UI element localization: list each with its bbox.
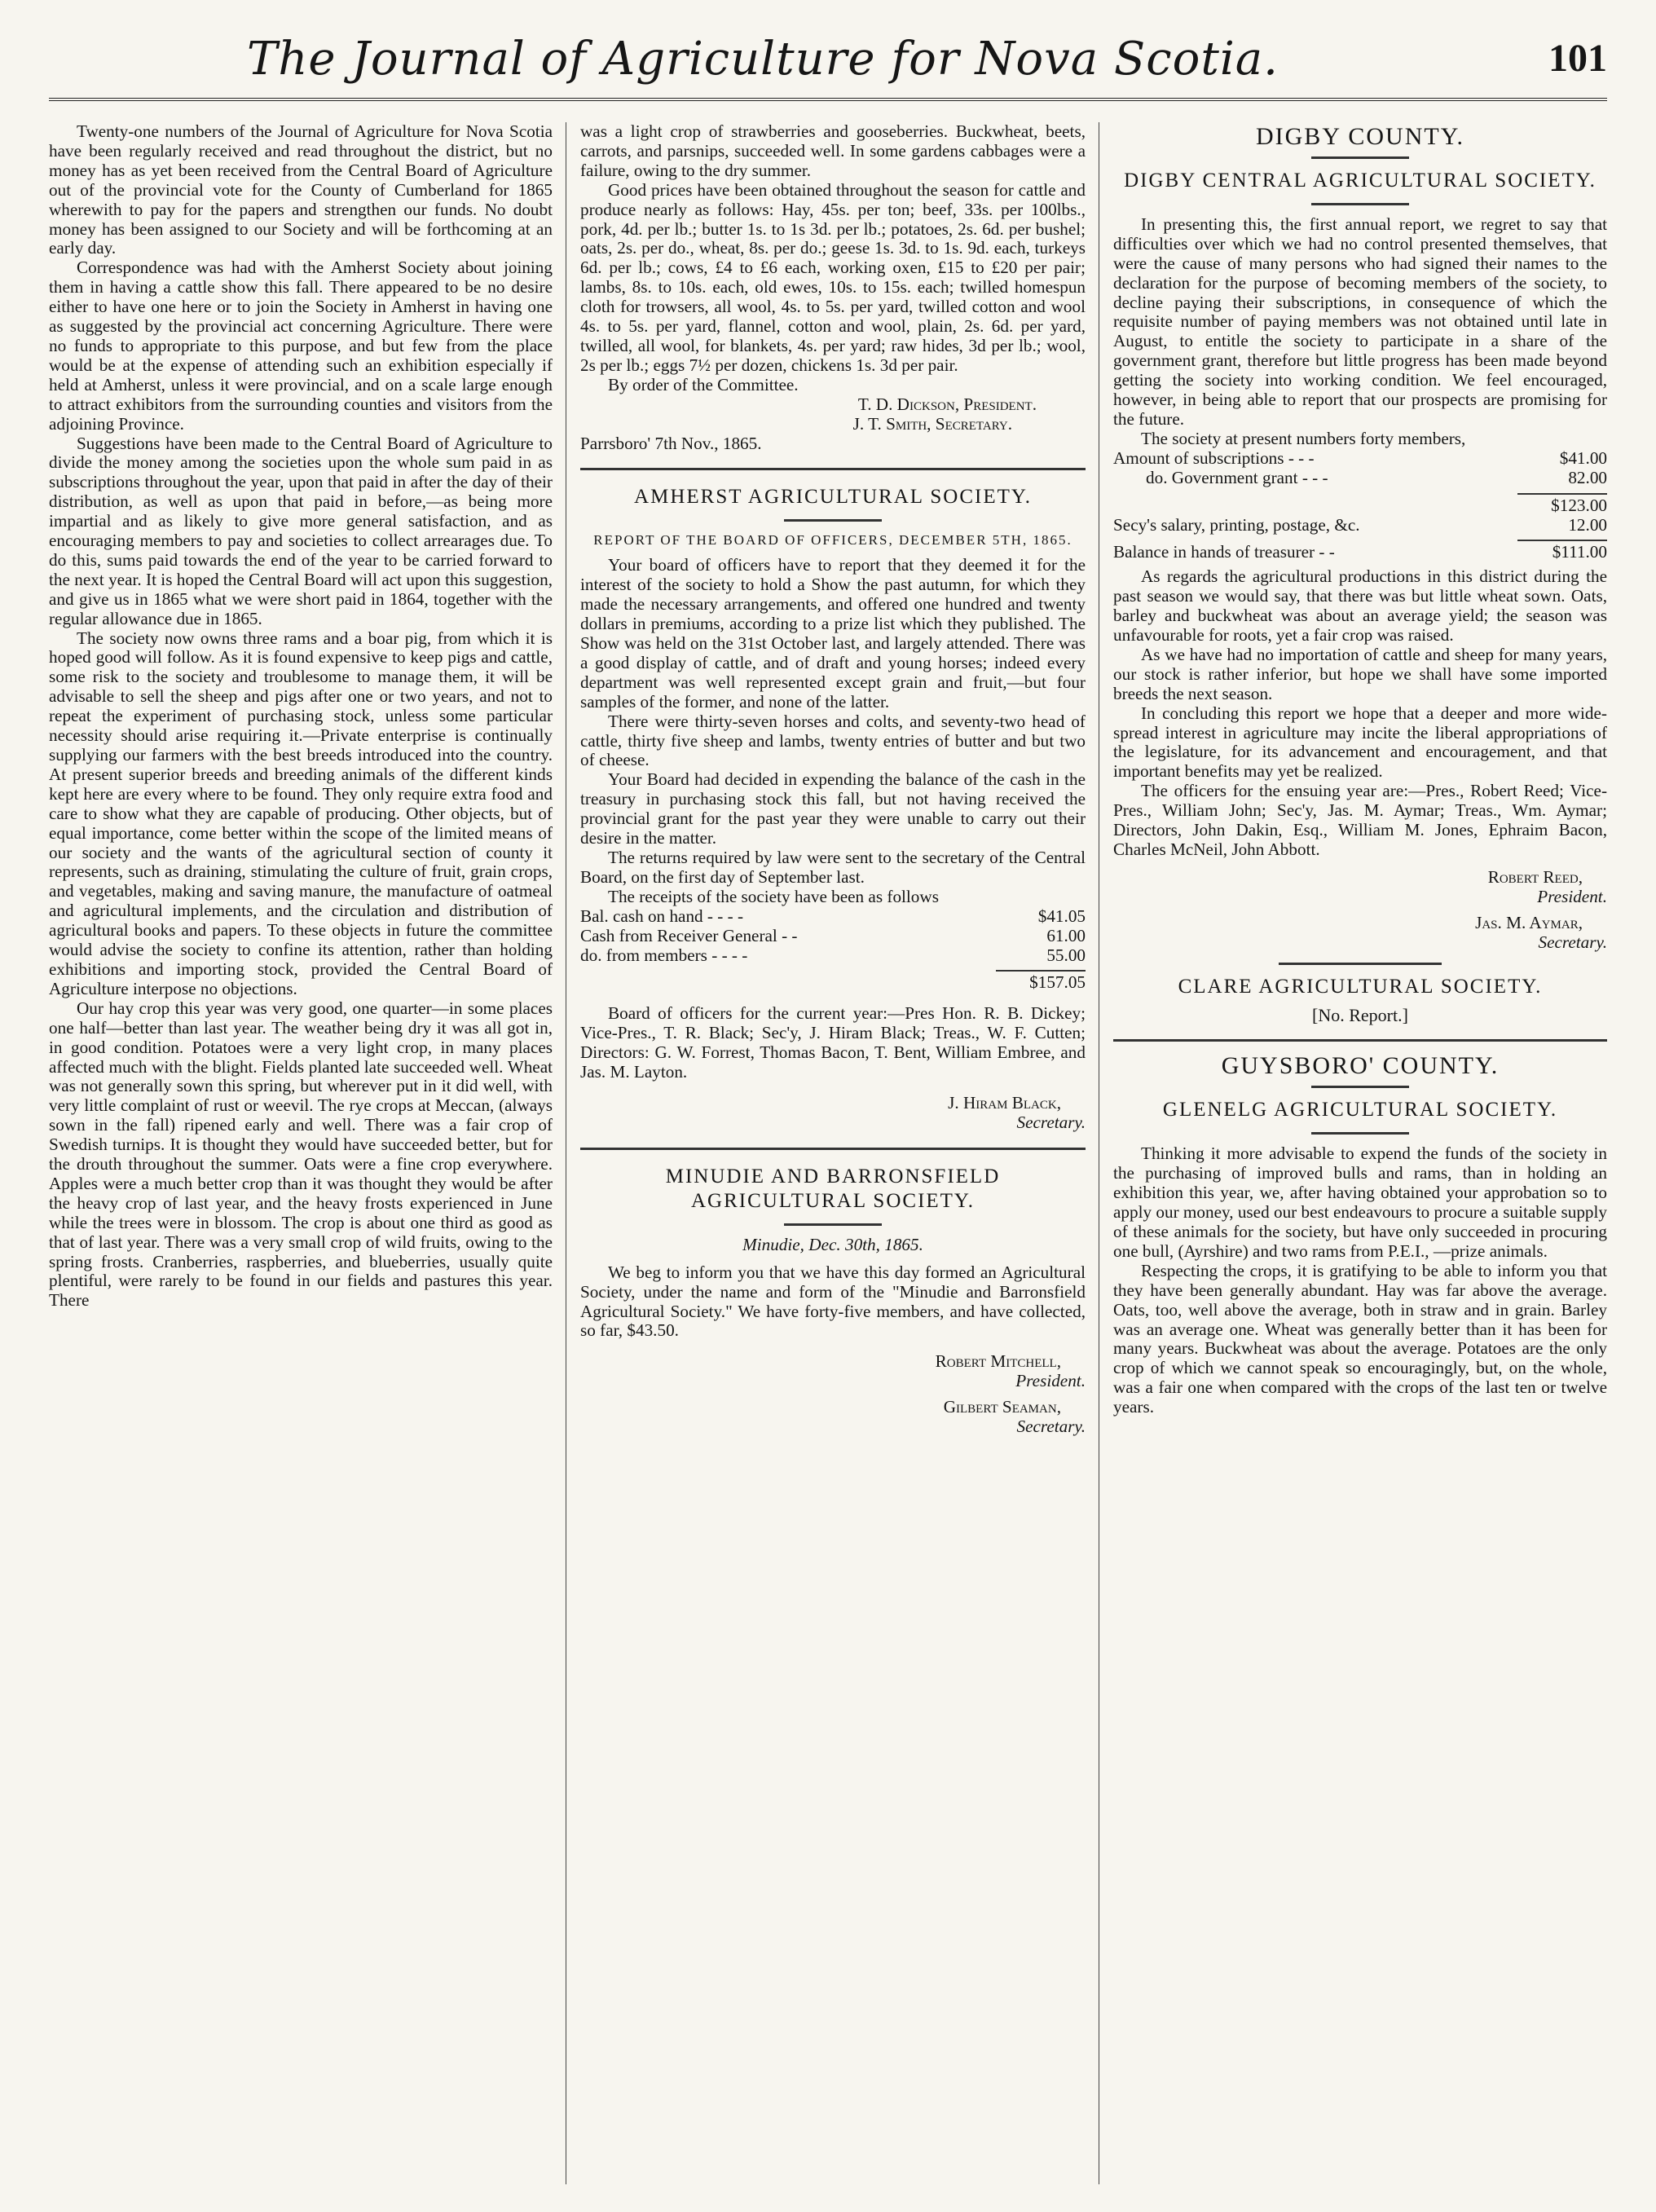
masthead — [49, 23, 1607, 101]
account-label: Balance in hands of treasurer - - — [1113, 542, 1335, 562]
section-rule — [580, 468, 1086, 470]
account-amount: 55.00 — [1046, 945, 1086, 965]
paragraph: Respecting the crops, it is gratifying to be able to inform you that they have been generally abundant. Hay was far above the average. Oats, too, well above the average, both in straw and in grain. Barley was an average one. Wheat was generally better than it has been for many years. Buckwheat was about the average. Potatoes are the only crop of which we cannot speak so encouragingly, but, on the whole, was a fair one when compared with the crops of the last ten or twelve years. — [1113, 1260, 1607, 1417]
paragraph: Twenty-one numbers of the Journal of Agriculture for Nova Scotia have been regularly received and read throughout the district, but no money has as yet been received from the Central Board of Agriculture out of the provincial vote for the County of Cumberland for 1865 wherewith to pay for the papers and strengthen our funds. No doubt money has been assigned to our Society and will be forthcoming at an early day. — [49, 122, 553, 258]
signature-role: President. — [1537, 886, 1607, 906]
minudie-heading: MINUDIE AND BARRONSFIELD AGRICULTURAL SOCIETY. — [665, 1165, 1001, 1212]
short-rule — [1311, 156, 1409, 159]
signature-secretary: J. T. Smith, Secretary. — [852, 413, 1012, 434]
account-label: Bal. cash on hand - - - - — [580, 906, 744, 926]
minudie-dateline: Minudie, Dec. 30th, 1865. — [742, 1234, 923, 1254]
paragraph: Correspondence was had with the Amherst Society about joining them in having a cattle show this fall. There appeared to be no desire either to have one here or to join the Society in Amherst in having one as suggested by the provincial act concerning Agriculture. There were no funds to appropriate to this purpose, and but few from the place would be at the expense of attending such an exhibition especially if held at Amherst, unless it were provincial, and on a scale large enough to attract exhibitors from the surrounding counties and visitors from the adjoining Province. — [49, 258, 553, 434]
county-heading: GUYSBORO' COUNTY. — [1221, 1052, 1500, 1080]
glenelg-heading: GLENELG AGRICULTURAL SOCIETY. — [1162, 1099, 1558, 1121]
paragraph: The society now owns three rams and a boar pig, from which it is hoped good will follow. As it is found expensive to keep pigs and cattle, some risk to the society and troublesome to manage them, it will be advisable to sell the sheep and pigs after one or two years, and not to repeat the experiment of purchasing stock, unless some particular necessity should arise requiring it.—Private enterprise is continually supplying our farmers with the best breeds introduced into the country. At present superior breeds and breeding animals of the different kinds kept here are every where to be found. They only require extra food and care to show what they are capable of producing. Other objects, but of equal importance, come better within the scope of the limited means of our society and the wants of the agricultural section of county it represents, such as draining, stimulating the culture of fruit, grain crops, and vegetables, making and saving manure, the manufacture of oatmeal and agricultural implements, and the circulation and distribution of agricultural books and papers. To these objects in future the committee would advise the society to confine its attention, rather than holding exhibitions and importing stock, provided the Central Board of Agriculture interpose no objections. — [49, 628, 553, 998]
account-amount: 61.00 — [1046, 925, 1086, 945]
account-total: $157.05 — [1029, 972, 1086, 993]
section-rule — [1113, 1039, 1607, 1042]
paragraph: As regards the agricultural productions in this district during the past season we would say, that there was but little wheat sown. Oats, barley and buckwheat was about an average yield; the season was unfavourable for roots, yet a fair crop was raised. — [1113, 566, 1607, 646]
account-subtotal: $123.00 — [1551, 495, 1607, 515]
account-amount: 82.00 — [1568, 467, 1607, 487]
signature-name: Robert Reed, — [1487, 866, 1583, 887]
account-row — [580, 946, 1086, 966]
account-balance-row — [1113, 543, 1607, 562]
page-number: 101 — [1548, 37, 1607, 80]
signature-name: J. Hiram Black, — [948, 1092, 1061, 1113]
paragraph: We beg to inform you that we have this day formed an Agricultural Society, under the name and form of the "Minudie and Barronsfield Agricultural Society." We have forty-five members, and have collected, so far, $43.50. — [580, 1262, 1086, 1341]
account-amount: 12.00 — [1568, 514, 1607, 535]
account-row — [580, 907, 1086, 927]
total-rule — [996, 970, 1086, 972]
officers-paragraph: Board of officers for the current year:—Pres Hon. R. B. Dickey; Vice-Pres., T. R. Black; Sec'y, J. Hiram Black; Treas., W. F. Cutten; Directors: G. W. Forrest, Thomas Bacon, T. Bent, William Embree, and Jas. M. Layton. — [580, 1003, 1086, 1082]
account-label: do. from members - - - - — [580, 945, 748, 965]
paragraph: Suggestions have been made to the Central Board of Agriculture to divide the money among the societies upon the whole sum paid in as subscriptions throughout the year, upon that paid in after the day of their distribution, as well as upon that paid in before,—as being more impartial and as likely to give more general satisfaction, and as encouraging members to pay and societies to collect arrearages due. To do this, sums paid towards the end of the year to be carried forward to the next year. It is hoped the Central Board will act upon this suggestion, and give us in 1865 what we were short paid in 1864, together with the regular allowance due in 1865. — [49, 433, 553, 628]
journal-title: The Journal of Agriculture for Nova Scotia. — [247, 33, 1279, 86]
short-rule — [784, 1223, 882, 1226]
account-label: do. Government grant - - - — [1146, 467, 1328, 487]
clare-note: [No. Report.] — [1312, 1004, 1408, 1025]
account-label: Amount of subscriptions - - - — [1113, 447, 1315, 468]
column-2 — [580, 122, 1086, 2184]
paragraph: Your Board had decided in expending the balance of the cash in the treasury in purchasing stock this fall, but not having received the provincial grant for the past year they were unable to carry out their desire in the matter. — [580, 769, 1086, 848]
paragraph: The society at present numbers forty members, — [1141, 428, 1466, 448]
signature-president: T. D. Dickson, President. — [857, 394, 1037, 414]
account-label: Secy's salary, printing, postage, &c. — [1113, 514, 1360, 535]
paragraph: As we have had no importation of cattle and sheep for many years, our stock is rather inferior, but hope we shall have some imported breeds the next season. — [1113, 644, 1607, 703]
signature-role: Secretary. — [1016, 1417, 1086, 1437]
account-row — [1113, 469, 1607, 488]
clare-heading: CLARE AGRICULTURAL SOCIETY. — [1178, 975, 1543, 998]
account-label: Cash from Receiver General - - — [580, 925, 798, 945]
signature-role: Secretary. — [1016, 1112, 1086, 1132]
by-order-line: By order of the Committee. — [608, 374, 799, 394]
signature-name: Gilbert Seaman, — [943, 1397, 1061, 1417]
paragraph: was a light crop of strawberries and gooseberries. Buckwheat, beets, carrots, and parsnips, succeeded well. In some gardens cabbages were a failure, owing to the dry summer. — [580, 122, 1086, 180]
account-amount: $41.00 — [1559, 447, 1607, 468]
paragraph: There were thirty-seven horses and colts, and seventy-two head of cattle, thirty five sheep and lambs, twenty entries of butter and but two of cheese. — [580, 711, 1086, 770]
paragraph: Your board of officers have to report that they deemed it for the interest of the society to hold a Show the past autumn, for which they made the necessary arrangements, and offered one hundred and twenty dollars in premiums, according to a prize list which they published. The Show was held on the 31st October last, and largely attended. There was a good display of cattle, and of draft and young horses; indeed every department was well represented except grain and fruit,—but four samples of the former, and none of the latter. — [580, 555, 1086, 712]
digby-heading: DIGBY CENTRAL AGRICULTURAL SOCIETY. — [1124, 169, 1597, 192]
account-row — [580, 927, 1086, 946]
short-rule — [1311, 1132, 1409, 1135]
signature-role: Secretary. — [1538, 932, 1607, 952]
amherst-heading: AMHERST AGRICULTURAL SOCIETY. — [634, 486, 1032, 509]
total-rule — [1517, 540, 1607, 541]
account-amount: $41.05 — [1037, 906, 1086, 926]
signature-name: Jas. M. Aymar, — [1475, 912, 1583, 932]
short-rule — [784, 519, 882, 522]
short-rule — [1279, 963, 1442, 965]
column-1 — [49, 122, 553, 2184]
paragraph: In concluding this report we hope that a deeper and more wide-spread interest in agriculture may incite the liberal appropriations of the legislature, for its advancement and encouragement, and that important benefits may yet be realized. — [1113, 703, 1607, 782]
paragraph: Our hay crop this year was very good, one quarter—in some places one half—better than last year. The weather being dry it was all got in, in good condition. Potatoes were a very light crop, in many places affected much with the blight. Fields planted late succeeded well. Wheat was not generally sown this spring, but wherever put in it did well, with very little complaint of rust or weevil. The rye crops at Meccan, (always sown in the fall) ripened early and well. There was a fair crop of Swedish turnips. It is thought they would have succeeded better, but for the drouth throughout the summer. Oats were a fine crop everywhere. Apples were a much better crop than it was thought they would be after the heavy crop of last year, and the heavy frosts experienced in June while the trees were in blossom. The crop is about one third as good as that of last year. There was a very small crop of wild fruits, owing to the spring frosts. Cranberries, raspberries, and blueberries, usually quite plentiful, were rarely to be found in our fields and pastures this year. There — [49, 998, 553, 1311]
paragraph: Thinking it more advisable to expend the funds of the society in the purchasing of improved bulls and rams, than in holding an exhibition this year, we, after having obtained your approbation so to apply our money, used our best endeavours to procure a suitable supply of these animals for the society, but have only succeeded in procuring one bull, (Ayrshire) and two rams from P.E.I., —prize animals. — [1113, 1143, 1607, 1261]
paragraph: The officers for the ensuing year are:—Pres., Robert Reed; Vice-Pres., William John; Sec'y, Jas. M. Aymar; Treas., Wm. Aymar; Directors, John Dakin, Esq., William M. Jones, Ephraim Bacon, Charles McNeil, John Abbott. — [1113, 781, 1607, 859]
account-total-row — [580, 973, 1086, 993]
short-rule — [1311, 1086, 1409, 1088]
paragraph: In presenting this, the first annual report, we regret to say that difficulties over which we had no control presented themselves, that were the cause of many persons who had signed their names to the declaration for the purpose of becoming members of the society, to decline paying their subscriptions, in consequence of which the requisite number of paying members was not obtained until late in August, to entitle the society to participate in a share of the government grant, therefore but little progress has been made beyond getting the society into working condition. We feel encouraged, however, in being able to report that our prospects are promising for the future. — [1113, 214, 1607, 429]
account-subtotal-row — [1113, 496, 1607, 516]
place-date: Parrsboro' 7th Nov., 1865. — [580, 433, 762, 453]
account-row — [1113, 449, 1607, 469]
section-rule — [580, 1148, 1086, 1150]
paragraph: The receipts of the society have been as follows — [608, 886, 939, 906]
account-row — [1113, 516, 1607, 535]
county-heading: DIGBY COUNTY. — [1255, 123, 1464, 150]
signature-name: Robert Mitchell, — [935, 1351, 1061, 1372]
paragraph: Good prices have been obtained throughout the season for cattle and produce nearly as follows: Hay, 45s. per ton; beef, 33s. per 100lbs., pork, 4d. per lb.; butter 1s. to 1s 3d. per lb.; potatoes, 2s. 6d. per bushel; oats, 2s. per do., wheat, 8s. per do.; geese 1s. 3d. to 1s. 9d. each, turkeys 6d. per lb.; cows, £4 to £6 each, working oxen, £15 to £20 per pair; lambs, 8s. to 10s. each, old ewes, 10s. to 15s. each; twilled homespun cloth for trowsers, all wool, 4s. to 5s. per yard, twilled cotton and wool 4s. to 5s. per yard, flannel, cotton and wool, plain, 2s. 6d. per yard, twilled, all wool, for blankets, 4s. per yard; raw hides, 3d per lb.; wool, 2s per lb.; eggs 7½ per dozen, chickens 1s. 3d per pair. — [580, 179, 1086, 375]
total-rule — [1517, 493, 1607, 495]
signature-role: President. — [1015, 1371, 1086, 1391]
column-3 — [1113, 122, 1607, 2184]
account-amount: $111.00 — [1552, 542, 1607, 562]
amherst-subheading: REPORT OF THE BOARD OF OFFICERS, DECEMBER 5TH, 1865. — [593, 532, 1072, 549]
columns — [49, 122, 1607, 2184]
paragraph: The returns required by law were sent to the secretary of the Central Board, on the first day of September last. — [580, 848, 1086, 887]
short-rule — [1311, 203, 1409, 205]
